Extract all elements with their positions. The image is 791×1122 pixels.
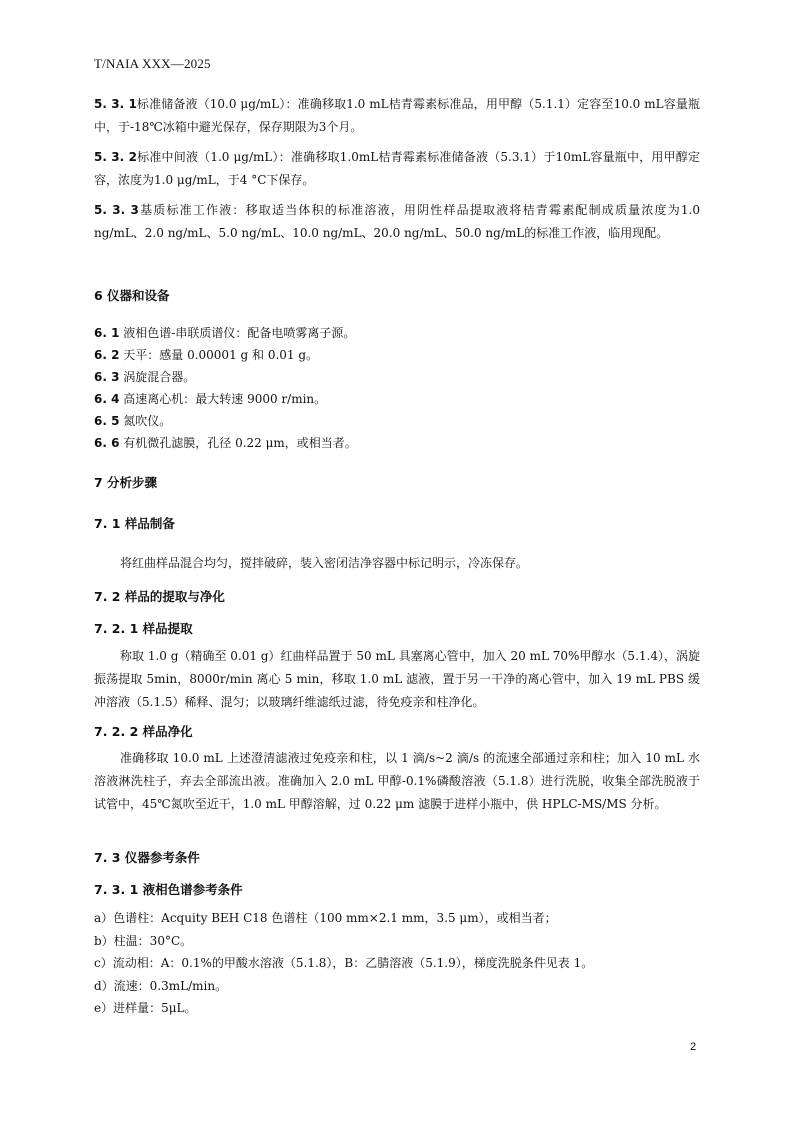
- list-item: e）进样量：5μL。: [94, 1001, 197, 1015]
- section-7-3-1-list: [94, 907, 700, 1020]
- paragraph-7-2-2: 准确移取 10.0 mL 上述澄清滤液过免疫亲和柱，以 1 滴/s~2 滴/s 的流速全部通过亲和柱；加入 10 mL 水溶液淋洗柱子，弃去全部流出液。准确加入 2.0 mL 甲醇-0.1%磷酸溶液（5.1.8）进行洗脱，收集全部洗脱液于试管中，45℃氮吹至近干，1.0 mL 甲醇溶解，过 0.22 μm 滤膜于进样小瓶中，供 HPLC-MS/MS 分析。: [94, 751, 700, 811]
- section-number: 5. 3. 3: [94, 203, 139, 217]
- section-5-3-1: [94, 93, 700, 139]
- item-text: 涡旋混合器。: [123, 370, 196, 384]
- list-item: d）流速：0.3mL/min。: [94, 978, 228, 993]
- list-item: [94, 410, 700, 432]
- item-text: 有机微孔滤膜，孔径 0.22 μm，或相当者。: [123, 436, 357, 450]
- list-item: [94, 432, 700, 454]
- section-text: 基质标准工作液：移取适当体积的标准溶液，用阴性样品提取液将桔青霉素配制成质量浓度为1.0 ng/mL、2.0 ng/mL、5.0 ng/mL、10.0 ng/mL、20.0 ng/mL、50.0 ng/mL的标准工作液，临用现配。: [94, 203, 700, 240]
- list-item: [94, 388, 700, 410]
- list-item: [94, 344, 700, 366]
- heading-7-2-2: 7. 2. 2 样品净化: [94, 724, 193, 739]
- heading-7-2-1: 7. 2. 1 样品提取: [94, 621, 193, 636]
- item-number: 6. 2: [94, 348, 120, 362]
- item-number: 6. 6: [94, 436, 120, 450]
- item-text: 液相色谱-串联质谱仪：配备电喷雾离子源。: [123, 326, 356, 340]
- item-number: 6. 3: [94, 370, 120, 384]
- section-text: 标准储备液（10.0 μg/mL）：准确移取1.0 mL桔青霉素标准品，用甲醇（5.1.1）定容至10.0 mL容量瓶中，于-18℃冰箱中避光保存，保存期限为3个月。: [94, 97, 700, 134]
- item-text: 天平：感量 0.00001 g 和 0.01 g。: [123, 348, 319, 362]
- section-text: 标准中间液（1.0 μg/mL）：准确移取1.0mL桔青霉素标准储备液（5.3.1）于10mL容量瓶中，用甲醇定容，浓度为1.0 μg/mL，于4 °C下保存。: [94, 150, 700, 187]
- item-number: 6. 5: [94, 414, 120, 428]
- section-number: 5. 3. 2: [94, 150, 137, 164]
- heading-7-3: 7. 3 仪器参考条件: [94, 850, 200, 865]
- document-header: T/NAIA XXX—2025: [94, 56, 211, 71]
- list-item: a）色谱柱：Acquity BEH C18 色谱柱（100 mm×2.1 mm，3.5 μm），或相当者；: [94, 911, 557, 925]
- section-6-list: [94, 322, 700, 454]
- item-number: 6. 1: [94, 326, 120, 340]
- heading-6: 6 仪器和设备: [94, 288, 170, 303]
- section-number: 5. 3. 1: [94, 97, 137, 111]
- heading-7: 7 分析步骤: [94, 475, 158, 490]
- list-item: [94, 366, 700, 388]
- paragraph-7-2-1: 称取 1.0 g（精确至 0.01 g）红曲样品置于 50 mL 具塞离心管中，加入 20 mL 70%甲醇水（5.1.4），涡旋振荡提取 5min，8000r/min 离心 5 min，移取 1.0 mL 滤液，置于另一干净的离心管中，加入 19 mL PBS 缓冲溶液（5.1.5）稀释、混匀；以玻璃纤维滤纸过滤，待免疫亲和柱净化。: [94, 649, 700, 709]
- list-item: c）流动相：A：0.1%的甲酸水溶液（5.1.8），B：乙腈溶液（5.1.9），梯度洗脱条件见表 1。: [94, 956, 594, 970]
- item-text: 高速离心机：最大转速 9000 r/min。: [123, 392, 327, 406]
- heading-7-3-1: 7. 3. 1 液相色谱参考条件: [94, 882, 243, 897]
- section-5-3-2: [94, 146, 700, 192]
- section-5-3-3: [94, 199, 700, 245]
- list-item: [94, 322, 700, 344]
- item-number: 6. 4: [94, 392, 120, 406]
- heading-7-1: 7. 1 样品制备: [94, 516, 175, 531]
- item-text: 氮吹仪。: [123, 414, 172, 428]
- heading-7-2: 7. 2 样品的提取与净化: [94, 589, 225, 604]
- list-item: b）柱温：30°C。: [94, 933, 193, 948]
- page-number: 2: [690, 1041, 697, 1053]
- paragraph-7-1: 将红曲样品混合均匀，搅拌破碎，装入密闭洁净容器中标记明示，冷冻保存。: [120, 556, 529, 570]
